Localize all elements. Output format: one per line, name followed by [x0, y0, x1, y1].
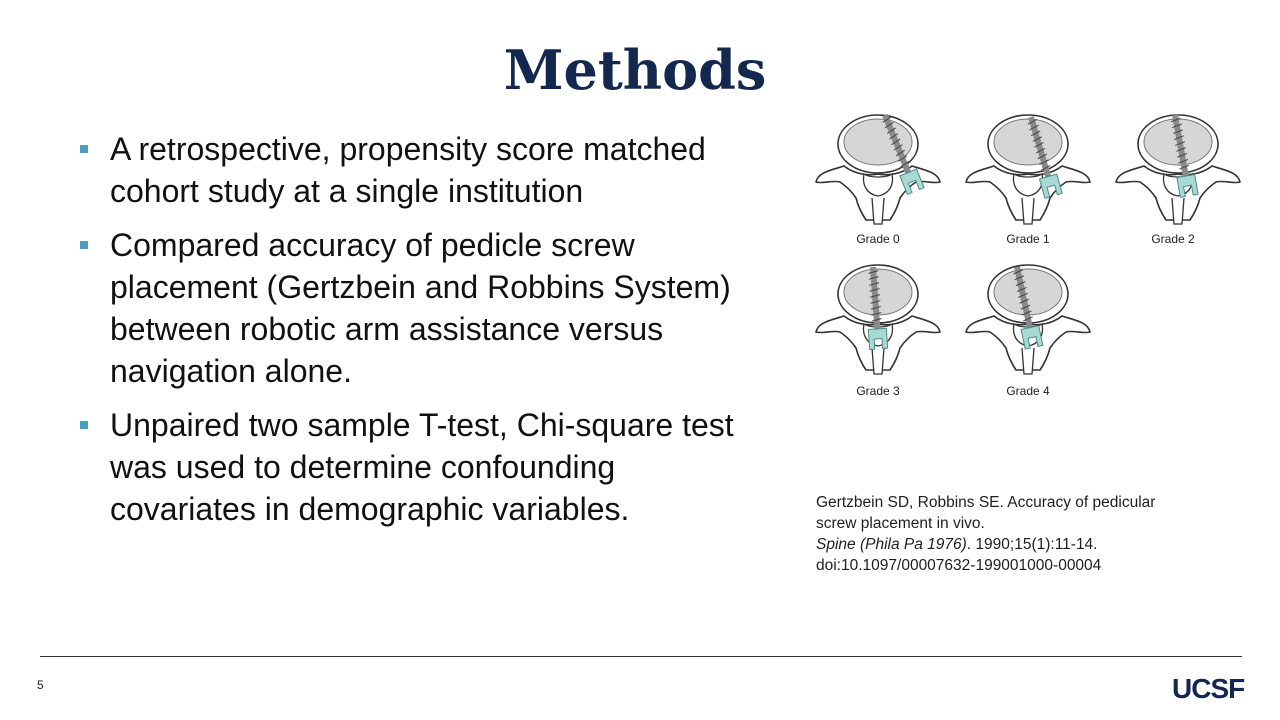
- bullet-item: [78, 128, 768, 212]
- grade-4-diagram: [966, 265, 1090, 374]
- citation-journal: Spine (Phila Pa 1976): [816, 536, 967, 553]
- grade-label: Grade 2: [1151, 232, 1195, 246]
- citation: [816, 492, 1236, 576]
- citation-details: . 1990;15(1):11-14.: [966, 536, 1098, 553]
- citation-authors: Gertzbein SD, Robbins SE. Accuracy of pedicular: [816, 494, 1156, 511]
- bullet-marker-icon: [80, 145, 88, 153]
- grade-label: Grade 0: [856, 232, 900, 246]
- bullet-list: [78, 128, 768, 542]
- page-number: 5: [37, 678, 44, 692]
- grade-label: Grade 1: [1006, 232, 1050, 246]
- gertzbein-robbins-grade-figure: [805, 95, 1255, 405]
- ucsf-logo: [1168, 668, 1248, 708]
- bullet-marker-icon: [80, 241, 88, 249]
- grade-0-diagram: [816, 112, 940, 224]
- grade-3-diagram: [816, 265, 940, 374]
- bullet-item: [78, 224, 768, 392]
- grade-label: Grade 3: [856, 384, 900, 398]
- footer-divider: [40, 656, 1242, 657]
- bullet-text: Compared accuracy of pedicle screw placement (Gertzbein and Robbins System) between robotic arm assistance versus navigation alone.: [110, 227, 731, 389]
- citation-doi: doi:10.1097/00007632-199001000-00004: [816, 557, 1102, 574]
- bullet-marker-icon: [80, 421, 88, 429]
- slide-title: Methods: [503, 38, 767, 102]
- bullet-text: Unpaired two sample T-test, Chi-square test was used to determine confounding covariates in demographic variables.: [110, 407, 734, 527]
- grade-1-diagram: [966, 115, 1090, 224]
- bullet-text: A retrospective, propensity score matched cohort study at a single institution: [110, 131, 706, 209]
- grade-label: Grade 4: [1006, 384, 1050, 398]
- citation-journal-line: [816, 534, 1236, 555]
- citation-title: screw placement in vivo.: [816, 515, 985, 532]
- grade-2-diagram: [1116, 113, 1240, 224]
- ucsf-logo-text: UCSF: [1172, 673, 1245, 704]
- bullet-item: [78, 404, 768, 530]
